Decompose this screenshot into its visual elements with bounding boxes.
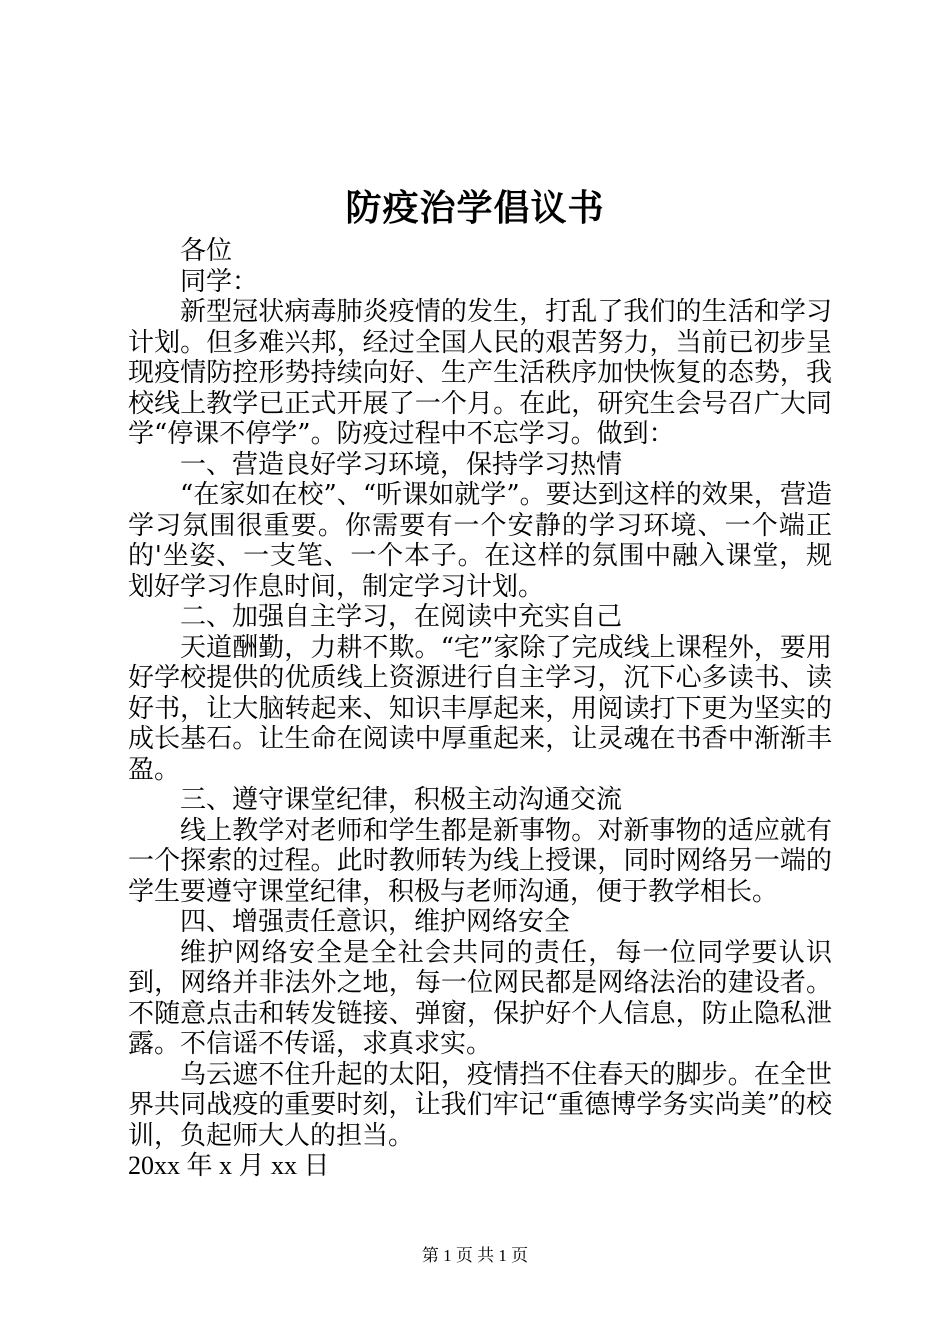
paragraph-section-2: 天道酬勤，力耕不欺。“宅”家除了完成线上课程外，要用好学校提供的优质线上资源进行自主学习，沉下心多读书、读好书，让大脑转起来、知识丰厚起来，用阅读打下更为坚实的成长基石。让生命在阅读中厚重起来，让灵魂在书香中渐渐丰盈。 [128, 632, 832, 785]
document-body [128, 236, 832, 1182]
paragraph-section-1: “在家如在校”、“听课如就学”。要达到这样的效果，营造学习氛围很重要。你需要有一个安静的学习环境、一个端正的'坐姿、一支笔、一个本子。在这样的氛围中融入课堂，规划好学习作息时间，制定学习计划。 [128, 480, 832, 602]
paragraph-section-4: 维护网络安全是全社会共同的责任，每一位同学要认识到，网络并非法外之地，每一位网民都是网络法治的建设者。不随意点击和转发链接、弹窗，保护好个人信息，防止隐私泄露。不信谣不传谣，求真求实。 [128, 937, 832, 1059]
salutation-line-1: 各位 [180, 236, 233, 266]
paragraph-closing: 乌云遮不住升起的太阳，疫情挡不住春天的脚步。在全世界共同战疫的重要时刻，让我们牢记“重德博学务实尚美”的校训，负起师大人的担当。 [128, 1059, 832, 1151]
section-heading-2: 二、加强自主学习，在阅读中充实自己 [180, 602, 623, 632]
section-heading-4: 四、增强责任意识，维护网络安全 [180, 907, 571, 937]
section-heading-1: 一、营造良好学习环境，保持学习热情 [180, 449, 623, 480]
document-date: 20xx 年 x 月 xx 日 [128, 1151, 330, 1180]
document-title: 防疫治学倡议书 [345, 187, 605, 229]
paragraph-section-3: 线上教学对老师和学生都是新事物。对新事物的适应就有一个探索的过程。此时教师转为线上授课，同时网络另一端的学生要遵守课堂纪律，积极与老师沟通，便于教学相长。 [128, 815, 832, 907]
salutation-line-2: 同学： [180, 266, 259, 297]
paragraph-intro: 新型冠状病毒肺炎疫情的发生，打乱了我们的生活和学习计划。但多难兴邦，经过全国人民的艰苦努力，当前已初步呈现疫情防控形势持续向好、生产生活秩序加快恢复的态势，我校线上教学已正式开展了一个月。在此，研究生会号召广大同学“停课不停学”。防疫过程中不忘学习。做到： [128, 297, 832, 449]
section-heading-3: 三、遵守课堂纪律，积极主动沟通交流 [180, 785, 623, 815]
page-footer: 第 1 页 共 1 页 [421, 1246, 529, 1265]
